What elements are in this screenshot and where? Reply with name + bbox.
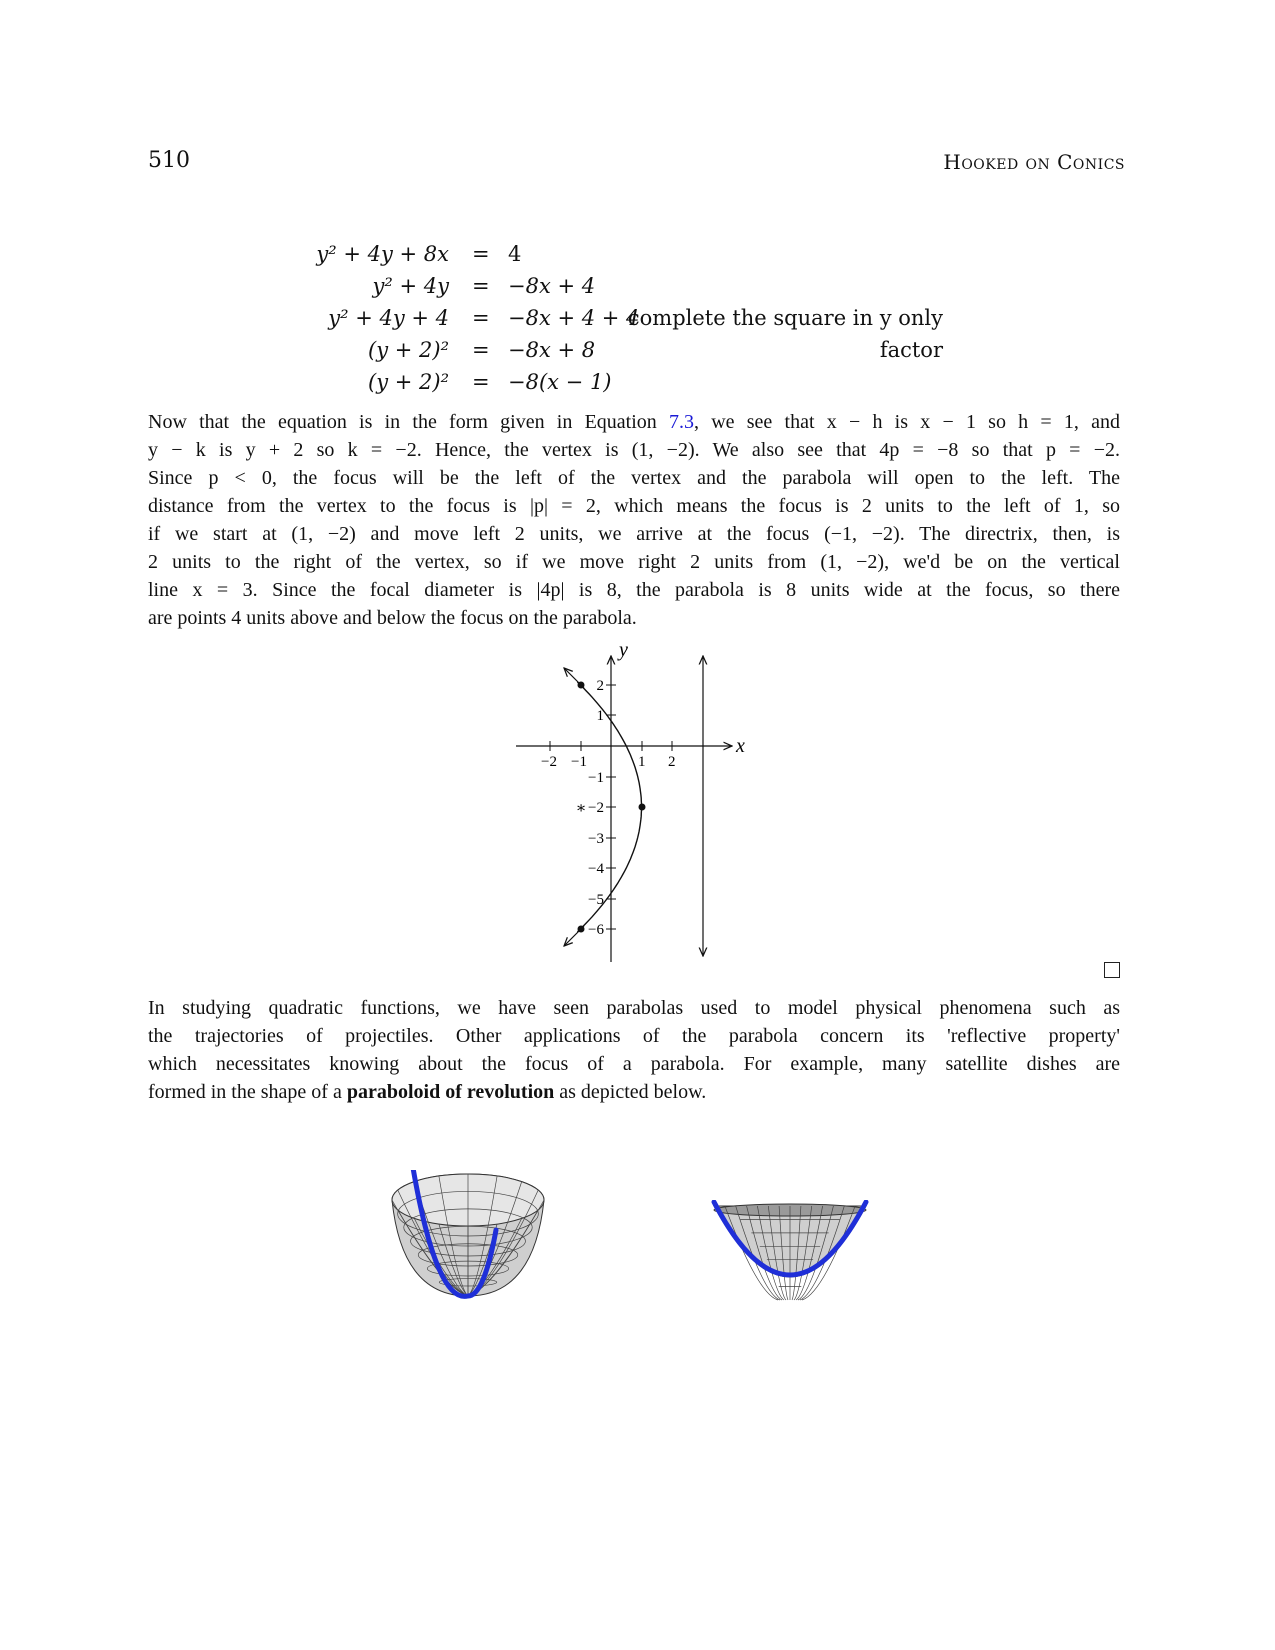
equation-lhs: y² + 4y + 8x <box>316 242 449 266</box>
equation-rhs: 4 <box>508 242 522 266</box>
paragraph-line: Now that the equation is in the form given in Equation 7.3, we see that x − h is x − 1 so h = 1, and <box>148 411 1121 433</box>
focus-marker: ∗ <box>575 800 587 817</box>
equation-lhs: y² + 4y <box>372 274 449 298</box>
vertex-point <box>639 804 646 811</box>
equation-lhs: (y + 2)² <box>368 370 449 394</box>
equation-rhs: −8x + 4 <box>508 274 596 298</box>
paragraph-line: Since p < 0, the focus will be the left of the vertex and the parabola will open to the left. The <box>148 467 1120 489</box>
x-tick-label: −2 <box>541 754 557 770</box>
y-tick-label: −5 <box>588 892 604 908</box>
paragraph-line: formed in the shape of a paraboloid of revolution as depicted below. <box>148 1081 707 1103</box>
x-tick-label: −1 <box>571 754 587 770</box>
equals-sign: = <box>472 338 490 362</box>
page-number: 510 <box>148 148 190 173</box>
y-tick-label: −3 <box>588 831 604 847</box>
paragraph-line: y − k is y + 2 so k = −2. Hence, the vertex is (1, −2). We also see that 4p = −8 so that p = −2. <box>148 439 1120 461</box>
y-tick-label: −4 <box>588 861 604 877</box>
y-tick-label: −2 <box>588 800 604 816</box>
equation-lhs: (y + 2)² <box>368 338 449 362</box>
y-tick-label: 1 <box>596 708 604 724</box>
y-tick-label: 2 <box>596 678 604 694</box>
y-tick-label: −1 <box>588 770 604 786</box>
parabola-graph <box>500 640 770 970</box>
paragraph-line: distance from the vertex to the focus is |p| = 2, which means the focus is 2 units to the left of 1, so <box>148 495 1120 517</box>
equation-rhs: −8x + 8 <box>508 338 596 362</box>
paraboloid-oblique-figure <box>380 1170 560 1315</box>
equation-row <box>0 370 1275 402</box>
paragraph-line: line x = 3. Since the focal diameter is |4p| is 8, the parabola is 8 units wide at the focus, so there <box>148 579 1120 601</box>
qed-box <box>1104 962 1120 978</box>
equation-rhs: −8x + 4 + 4 <box>508 306 640 330</box>
point-lower <box>578 926 585 933</box>
bold-term: paraboloid of revolution <box>346 1081 555 1103</box>
equals-sign: = <box>472 306 490 330</box>
paragraph-line: which necessitates knowing about the focus of a parabola. For example, many satellite dishes are <box>148 1053 1120 1075</box>
equation-note: factor <box>879 338 943 362</box>
x-axis-label: x <box>736 735 745 757</box>
paragraph-line: if we start at (1, −2) and move left 2 units, we arrive at the focus (−1, −2). The directrix, then, is <box>148 523 1120 545</box>
equals-sign: = <box>472 370 490 394</box>
applications-paragraph <box>148 994 1120 1106</box>
explanation-paragraph <box>148 408 1120 632</box>
paraboloid-side-figure <box>700 1200 880 1312</box>
y-axis-label: y <box>619 640 628 661</box>
equation-row <box>0 306 1275 338</box>
equation-row <box>0 338 1275 370</box>
equals-sign: = <box>472 274 490 298</box>
equation-note: complete the square in y only <box>627 306 943 330</box>
equation-rhs: −8(x − 1) <box>508 370 612 394</box>
paragraph-line: In studying quadratic functions, we have seen parabolas used to model physical phenomena such as <box>148 997 1120 1019</box>
x-tick-label: 1 <box>638 754 646 770</box>
paragraph-line: 2 units to the right of the vertex, so if we move right 2 units from (1, −2), we'd be on the vertical <box>148 551 1120 573</box>
equation-row <box>0 242 1275 274</box>
point-upper <box>578 682 585 689</box>
paragraph-line: the trajectories of projectiles. Other applications of the parabola concern its 'reflective property' <box>148 1025 1120 1047</box>
equation-row <box>0 274 1275 306</box>
equation-lhs: y² + 4y + 4 <box>328 306 449 330</box>
running-title: Hooked on Conics <box>943 150 1125 174</box>
x-tick-label: 2 <box>668 754 676 770</box>
equation-link[interactable]: 7.3 <box>669 411 695 433</box>
y-tick-label: −6 <box>588 922 604 938</box>
equals-sign: = <box>472 242 490 266</box>
y-tick-labels <box>588 678 604 938</box>
paragraph-line: are points 4 units above and below the focus on the parabola. <box>148 607 637 629</box>
x-tick-labels <box>541 754 676 770</box>
